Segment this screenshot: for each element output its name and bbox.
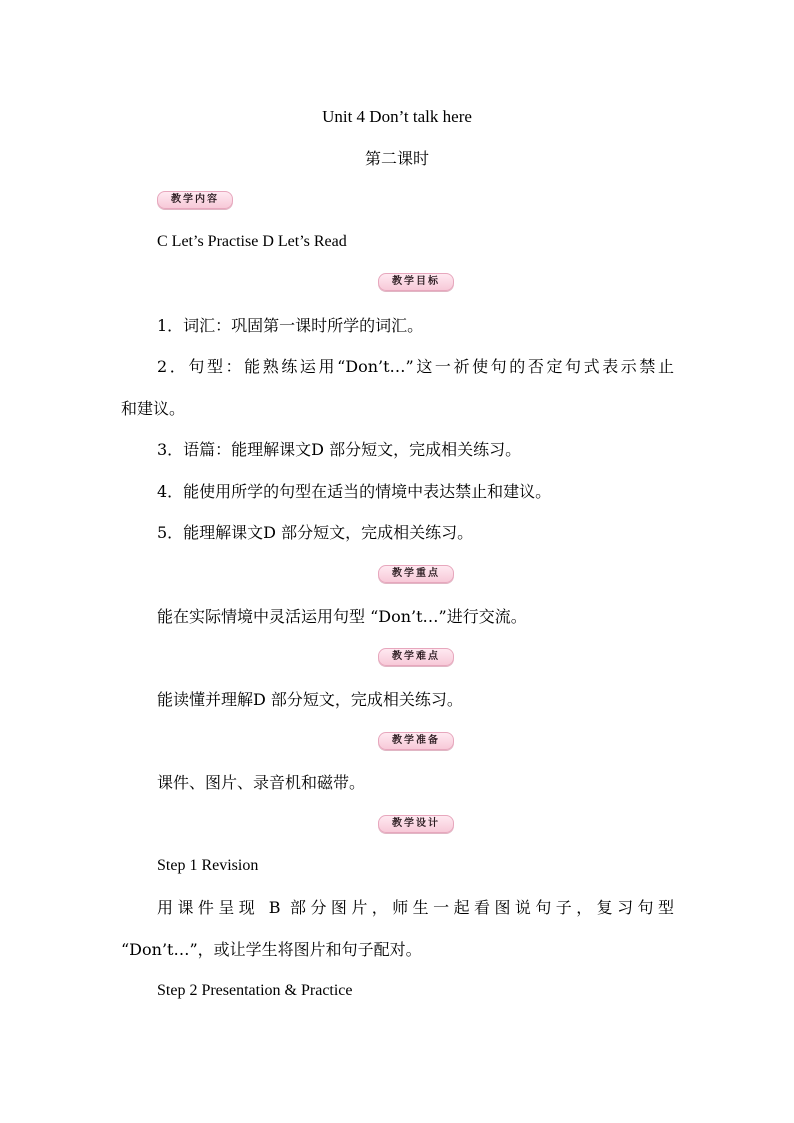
teaching-design-badge: 教学设计: [378, 815, 454, 833]
section-badge-row: [0, 191, 794, 211]
section-badge-row: [0, 732, 794, 752]
objective-item-5: 5．能理解课文D 部分短文，完成相关练习。: [157, 523, 474, 542]
objective-item-2-line-2: 和建议。: [121, 399, 186, 418]
difficulties-text: 能读懂并理解D 部分短文，完成相关练习。: [157, 690, 463, 709]
objective-item-2-line-1: 2．句型：能熟练运用“Don’t…”这一祈使句的否定句式表示禁止: [157, 357, 674, 376]
objective-item-3: 3．语篇：能理解课文D 部分短文，完成相关练习。: [157, 440, 522, 459]
section-badge-row: [0, 565, 794, 585]
document-title: Unit 4 Don’t talk here: [322, 107, 472, 126]
key-points-text: 能在实际情境中灵活运用句型 “Don’t…”进行交流。: [157, 607, 527, 626]
key-points-badge: 教学重点: [378, 565, 454, 583]
preparation-badge: 教学准备: [378, 732, 454, 750]
step-1-title: Step 1 Revision: [157, 857, 259, 874]
teaching-objectives-badge: 教学目标: [378, 273, 454, 291]
document-subtitle: 第二课时: [364, 149, 429, 168]
preparation-text: 课件、图片、录音机和磁带。: [157, 773, 366, 792]
teaching-content-badge: 教学内容: [157, 191, 233, 209]
difficulties-badge: 教学难点: [378, 648, 454, 666]
step-1-line-1: 用课件呈现 B 部分图片，师生一起看图说句子，复习句型: [157, 898, 674, 917]
step-2-title: Step 2 Presentation & Practice: [157, 982, 353, 999]
section-badge-row: [0, 648, 794, 668]
objective-item-1: 1．词汇：巩固第一课时所学的词汇。: [157, 316, 424, 335]
section-badge-row: [0, 815, 794, 835]
step-1-line-2: “Don’t…”，或让学生将图片和句子配对。: [121, 940, 422, 959]
teaching-content-text: C Let’s Practise D Let’s Read: [157, 233, 347, 250]
objective-item-4: 4．能使用所学的句型在适当的情境中表达禁止和建议。: [157, 482, 552, 501]
section-badge-row: [0, 273, 794, 293]
